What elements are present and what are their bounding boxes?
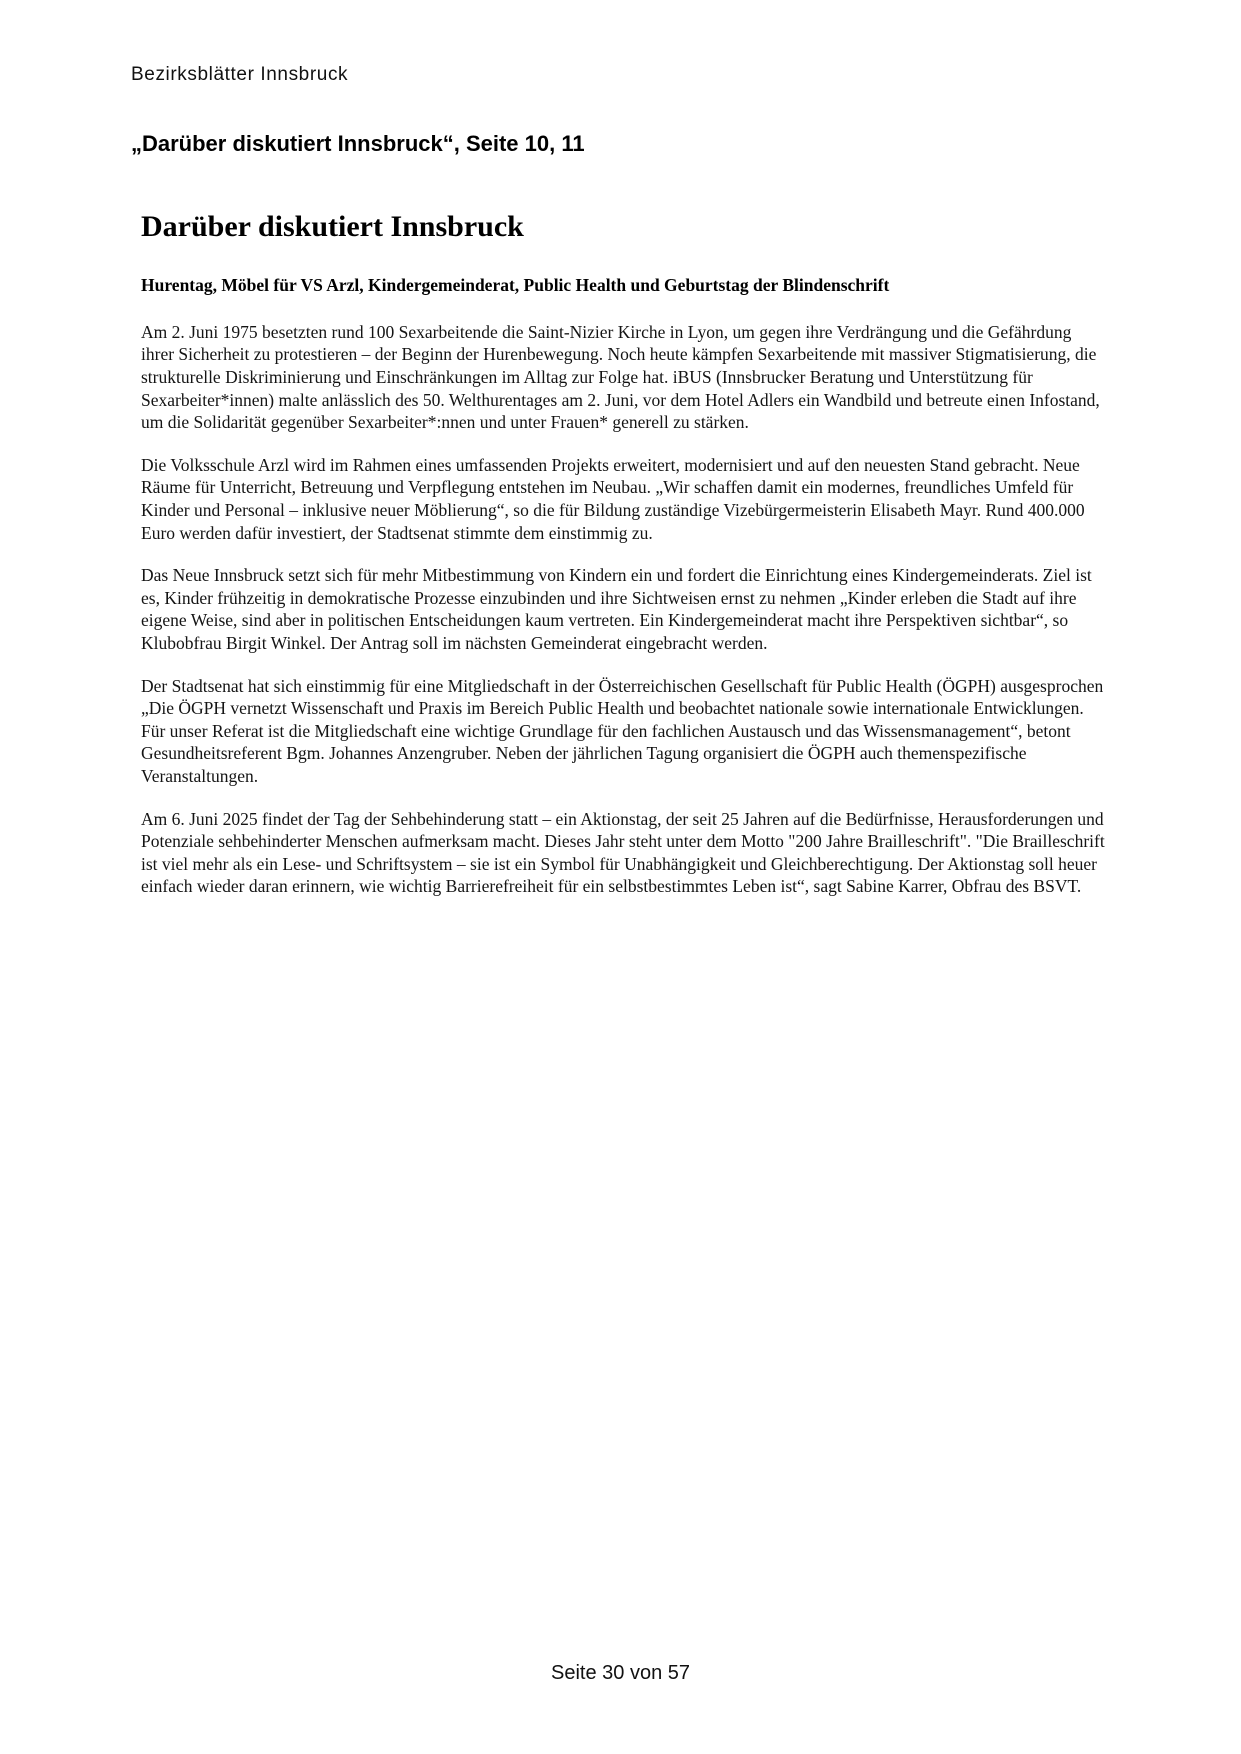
article-paragraph: Am 2. Juni 1975 besetzten rund 100 Sexarbeitende die Saint-Nizier Kirche in Lyon, um gegen ihre Verdrängung und die Gefährdung ihrer Sicherheit zu protestieren – der Beginn der Hurenbewegung. Noch heute kämpfen Sexarbeitende mit massiver Stigmatisierung, die strukturelle Diskriminierung und Einschränkungen im Alltag zur Folge hat. iBUS (Innsbrucker Beratung und Unterstützung für Sexarbeiter*innen) malte anlässlich des 50. Welthurentages am 2. Juni, vor dem Hotel Adlers ein Wandbild und betreute einen Infostand, um die Solidarität gegenüber Sexarbeiter*:nnen und unter Frauen* generell zu stärken. <box>141 321 1100 433</box>
document-heading: „Darüber diskutiert Innsbruck“, Seite 10, 11 <box>131 131 585 156</box>
article-subtitle: Hurentag, Möbel für VS Arzl, Kindergemeinderat, Public Health und Geburtstag der Blindenschrift <box>141 275 890 295</box>
article <box>141 210 1108 898</box>
publication-name: Bezirksblätter Innsbruck <box>131 64 349 85</box>
article-title: Darüber diskutiert Innsbruck <box>141 210 524 243</box>
article-paragraph: Am 6. Juni 2025 findet der Tag der Sehbehinderung statt – ein Aktionstag, der seit 25 Jahren auf die Bedürfnisse, Herausforderungen und Potenziale sehbehinderter Menschen aufmerksam macht. Dieses Jahr steht unter dem Motto "200 Jahre Brailleschrift". "Die Brailleschrift ist viel mehr als ein Lese- und Schriftsystem – sie ist ein Symbol für Unabhängigkeit und Gleichberechtigung. Der Aktionstag soll heuer einfach wieder daran erinnern, wie wichtig Barrierefreiheit für ein selbstbestimmtes Leben ist“, sagt Sabine Karrer, Obfrau des BSVT. <box>141 808 1105 897</box>
article-paragraph: Der Stadtsenat hat sich einstimmig für eine Mitgliedschaft in der Österreichischen Gesellschaft für Public Health (ÖGPH) ausgesprochen „Die ÖGPH vernetzt Wissenschaft und Praxis im Bereich Public Health und beobachtet nationale sowie internationale Entwicklungen. Für unser Referat ist die Mitgliedschaft eine wichtige Grundlage für den fachlichen Austausch und das Wissensmanagement“, betont Gesundheitsreferent Bgm. Johannes Anzengruber. Neben der jährlichen Tagung organisiert die ÖGPH auch themenspezifische Veranstaltungen. <box>141 675 1104 786</box>
article-paragraph: Die Volksschule Arzl wird im Rahmen eines umfassenden Projekts erweitert, modernisiert und auf den neuesten Stand gebracht. Neue Räume für Unterricht, Betreuung und Verpflegung entstehen im Neubau. „Wir schaffen damit ein modernes, freundliches Umfeld für Kinder und Personal – inklusive neuer Möblierung“, so die für Bildung zuständige Vizebürgermeisterin Elisabeth Mayr. Rund 400.000 Euro werden dafür investiert, der Stadtsenat stimmte dem einstimmig zu. <box>141 454 1085 543</box>
article-paragraph: Das Neue Innsbruck setzt sich für mehr Mitbestimmung von Kindern ein und fordert die Einrichtung eines Kindergemeinderats. Ziel ist es, Kinder frühzeitig in demokratische Prozesse einzubinden und ihre Sichtweisen ernst zu nehmen „Kinder erleben die Stadt auf ihre eigene Weise, sind aber in politischen Entscheidungen kaum vertreten. Ein Kindergemeinderat macht ihre Perspektiven sichtbar“, so Klubobfrau Birgit Winkel. Der Antrag soll im nächsten Gemeinderat eingebracht werden. <box>141 565 1092 653</box>
page-number-footer: Seite 30 von 57 <box>551 1662 690 1684</box>
